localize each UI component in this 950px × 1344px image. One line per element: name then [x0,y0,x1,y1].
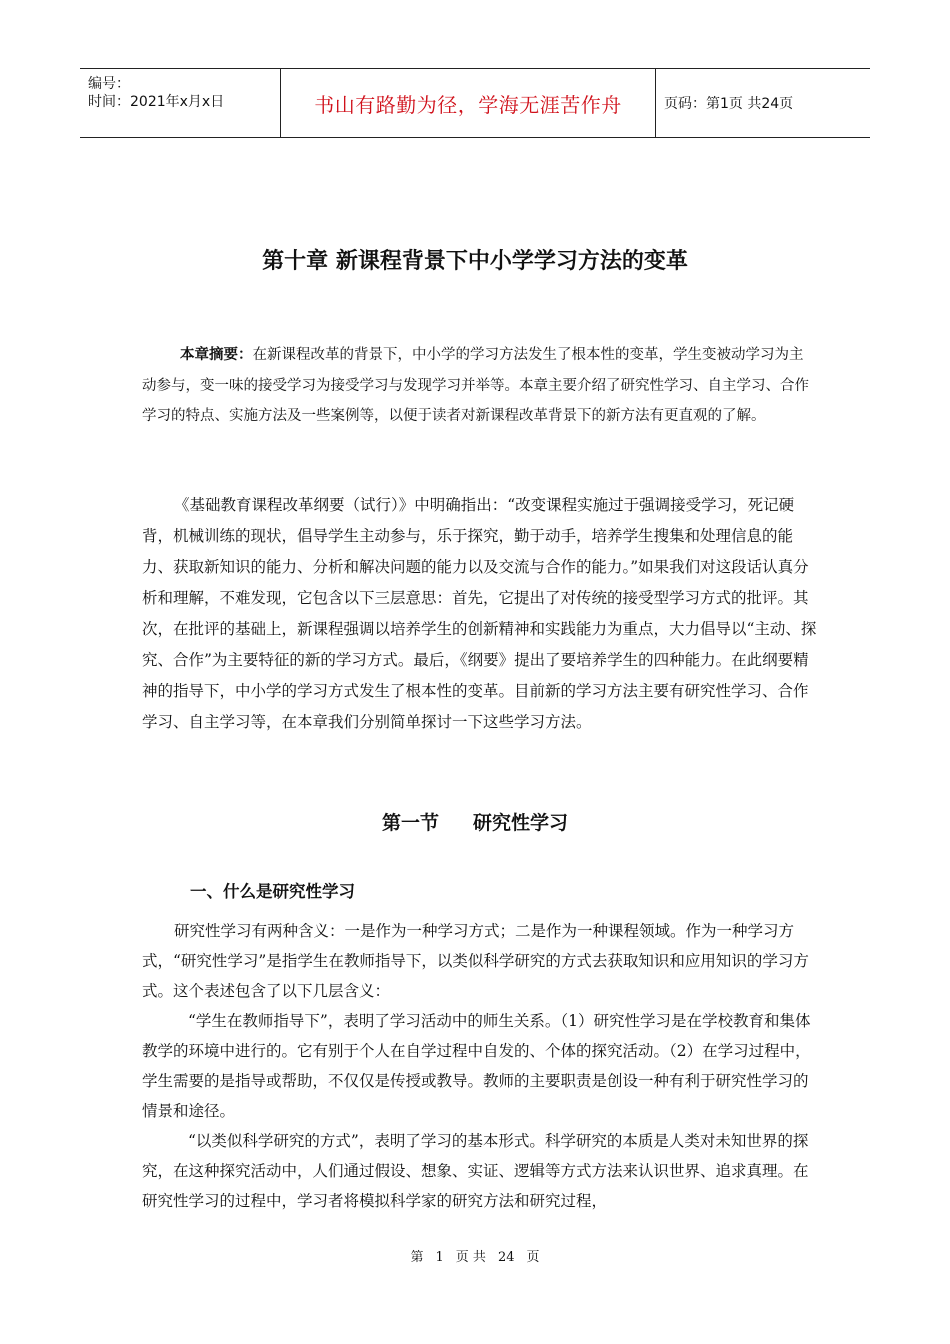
body-paragraph: “以类似科学研究的方式”，表明了学习的基本形式。科学研究的本质是人类对未知世界的探究，在这种探究活动中，人们通过假设、想象、实证、逻辑等方式方法来认识世界、追求真理。在研究性学习的过程中，学习者将模拟科学家的研究方法和研究过程， [142,1132,809,1210]
header-page-info: 页码：第1页 共24页 [664,96,794,112]
section-body [142,916,818,1216]
footer-page-number: 1 [435,1250,444,1265]
page-footer [0,1246,950,1265]
footer-suffix: 页 [526,1250,540,1265]
date-label: 时间：2021年x月x日 [88,94,225,110]
chapter-title: 第十章 新课程背景下中小学学习方法的变革 [262,249,688,274]
intro-paragraph-block [142,490,818,738]
footer-mid: 页 共 [455,1250,486,1265]
section-number: 第一节 [381,812,439,834]
intro-paragraph: 《基础教育课程改革纲要（试行）》中明确指出：“改变课程实施过于强调接受学习，死记硬背，机械训练的现状，倡导学生主动参与，乐于探究，勤于动手，培养学生搜集和处理信息的能力、获取新知识的能力、分析和解决问题的能力以及交流与合作的能力。”如果我们对这段话认真分析和理解，不难发现，它包含以下三层意思：首先，它提出了对传统的接受型学习方式的批评。其次，在批评的基础上，新课程强调以培养学生的创新精神和实践能力为重点，大力倡导以“主动、探究、合作”为主要特征的新的学习方式。最后，《纲要》提出了要培养学生的四种能力。在此纲要精神的指导下，中小学的学习方式发生了根本性的变革。目前新的学习方法主要有研究性学习、合作学习、自主学习等，在本章我们分别简单探讨一下这些学习方法。 [142,496,817,731]
subsection-title: 一、什么是研究性学习 [190,882,355,901]
header-meta [80,69,280,137]
footer-total-pages: 24 [497,1250,515,1265]
header-table [80,68,870,138]
abstract-label: 本章摘要： [180,346,253,363]
body-paragraph: “学生在教师指导下”，表明了学习活动中的师生关系。（1）研究性学习是在学校教育和集体教学的环境中进行的。它有别于个人在自学过程中自发的、个体的探究活动。（2）在学习过程中，学生需要的是指导或帮助，不仅仅是传授或教导。教师的主要职责是创设一种有利于研究性学习的情景和途径。 [142,1012,811,1120]
footer-prefix: 第 [410,1250,424,1265]
section-title [0,808,950,835]
number-label: 编号： [88,76,130,92]
abstract-text: 在新课程改革的背景下，中小学的学习方法发生了根本性的变革，学生变被动学习为主动参与，变一味的接受学习为接受学习与发现学习并举等。本章主要介绍了研究性学习、自主学习、合作学习的特点、实施方法及一些案例等，以便于读者对新课程改革背景下的新方法有更直观的了解。 [142,347,809,424]
section-name: 研究性学习 [473,812,569,834]
body-paragraph: 研究性学习有两种含义：一是作为一种学习方式；二是作为一种课程领域。作为一种学习方式，“研究性学习”是指学生在教师指导下，以类似科学研究的方式去获取知识和应用知识的学习方式。这个表述包含了以下几层含义： [142,922,809,1000]
header-motto: 书山有路勤为径，学海无涯苦作舟 [280,69,656,137]
chapter-abstract [142,340,814,432]
